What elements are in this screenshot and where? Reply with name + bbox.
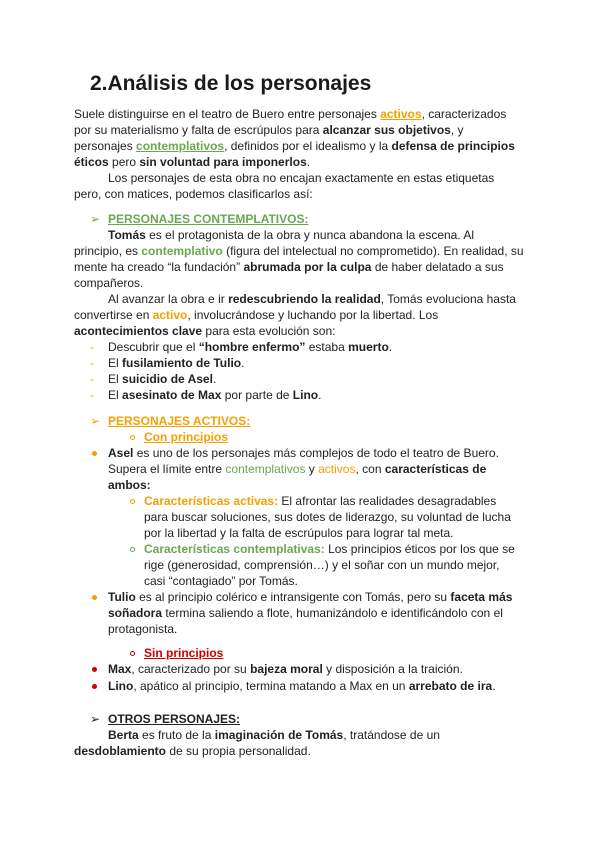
dot-bullet-icon [92, 595, 97, 600]
asel-activas-line-2: para buscar soluciones, sus dotes de liderazgo, su voluntad de lucha [144, 510, 511, 524]
dash-bullet-icon: - [90, 372, 94, 386]
tomas-line-4: compañeros. [74, 276, 144, 290]
asel-line-1: Asel es uno de los personajes más complejos de todo el teatro de Buero. [108, 446, 499, 460]
page-title: 2.Análisis de los personajes [90, 72, 372, 95]
lino-item: Lino, apático al principio, termina matando a Max en un arrebato de ira. [108, 679, 496, 693]
tulio-line-2: soñadora termina saliendo a flote, humanizándolo e identificándolo con el [108, 606, 503, 620]
circle-bullet-icon [130, 435, 135, 440]
subheading-con-principios: Con principios [144, 430, 228, 444]
max-item: Max, caracterizado por su bajeza moral y disposición a la traición. [108, 662, 463, 676]
intro-line-2: por su materialismo y falta de escrúpulos para alcanzar sus objetivos, y [74, 123, 464, 137]
intro-line-6: pero, con matices, podemos clasificarlos así: [74, 187, 313, 201]
arrow-bullet-icon: ➢ [90, 712, 101, 726]
event-item: El fusilamiento de Tulio. [108, 356, 245, 370]
evolution-line-3: acontecimientos clave para esta evolución son: [74, 324, 336, 338]
asel-contemplativas-line-3: casi “contagiado” por Tomás. [144, 574, 298, 588]
berta-line-1: Berta es fruto de la imaginación de Tomás, tratándose de un [108, 728, 440, 742]
asel-activas-line-3: por la libertad y la falta de escrúpulos para lograr tal meta. [144, 526, 454, 540]
dash-bullet-icon: - [90, 356, 94, 370]
dot-bullet-icon [92, 451, 97, 456]
evolution-line-1: Al avanzar la obra e ir redescubriendo la realidad, Tomás evoluciona hasta [108, 292, 516, 306]
section-heading-activos: PERSONAJES ACTIVOS: [108, 414, 251, 428]
asel-line-3: ambos: [108, 478, 151, 492]
tomas-line-3: mente ha creado “la fundación” abrumada por la culpa de haber delatado a sus [74, 260, 504, 274]
dash-bullet-icon: - [90, 388, 94, 402]
dot-bullet-icon [92, 684, 97, 689]
event-item: El asesinato de Max por parte de Lino. [108, 388, 322, 402]
event-item: Descubrir que el “hombre enfermo” estaba muerto. [108, 340, 393, 354]
arrow-bullet-icon: ➢ [90, 212, 101, 226]
intro-line-4: éticos pero sin voluntad para imponerlos. [74, 155, 311, 169]
intro-line-3: personajes contemplativos, definidos por el idealismo y la defensa de principios [74, 139, 515, 153]
circle-bullet-icon [130, 651, 135, 656]
tomas-line-2: principio, es contemplativo (figura del intelectual no comprometido). En realidad, su [74, 244, 524, 258]
tomas-line-1: Tomás es el protagonista de la obra y nunca abandona la escena. Al [108, 228, 475, 242]
dash-bullet-icon: - [90, 340, 94, 354]
section-heading-otros: OTROS PERSONAJES: [108, 712, 241, 726]
asel-contemplativas-line-1: Características contemplativas: Los principios éticos por los que se [144, 542, 515, 556]
circle-bullet-icon [130, 547, 135, 552]
intro-line-5: Los personajes de esta obra no encajan exactamente en estas etiquetas [108, 171, 495, 185]
circle-bullet-icon [130, 499, 135, 504]
tulio-line-1: Tulio es al principio colérico e intransigente con Tomás, pero su faceta más [108, 590, 513, 604]
event-item: El suicidio de Asel. [108, 372, 217, 386]
arrow-bullet-icon: ➢ [90, 414, 101, 428]
dot-bullet-icon [92, 667, 97, 672]
asel-line-2: Supera el límite entre contemplativos y activos, con características de [108, 462, 487, 476]
intro-line-1: Suele distinguirse en el teatro de Buero entre personajes activos, caracterizados [74, 107, 507, 121]
asel-activas-line-1: Características activas: El afrontar las realidades desagradables [144, 494, 497, 508]
asel-contemplativas-line-2: rige (generosidad, comprensión…) y el soñar con un mundo mejor, [144, 558, 500, 572]
evolution-line-2: convertirse en activo, involucrándose y luchando por la libertad. Los [74, 308, 439, 322]
subheading-sin-principios: Sin principios [144, 646, 224, 660]
section-heading-contemplativos: PERSONAJES CONTEMPLATIVOS: [108, 212, 309, 226]
berta-line-2: desdoblamiento de su propia personalidad. [74, 744, 311, 758]
tulio-line-3: protagonista. [108, 622, 178, 636]
